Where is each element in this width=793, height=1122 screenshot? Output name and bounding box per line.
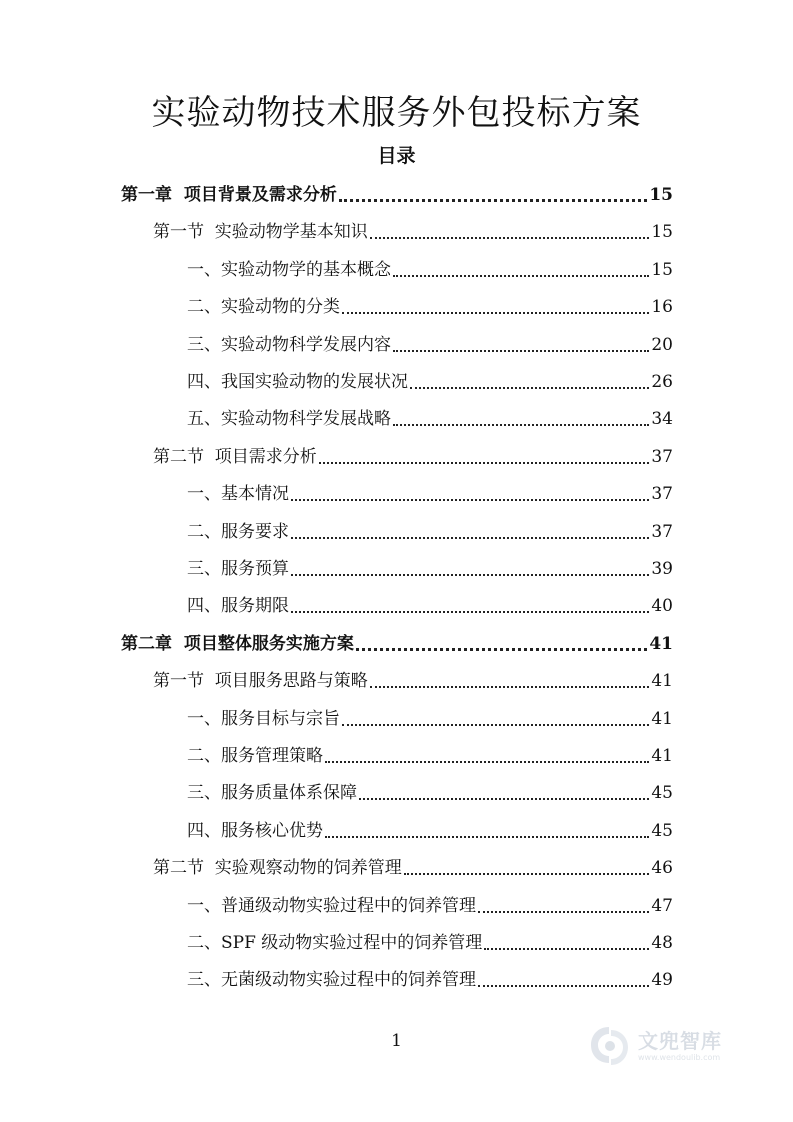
toc-entry-page: 46 (651, 858, 673, 879)
toc-entry-page: 37 (651, 484, 673, 505)
toc-leader-dots (404, 869, 650, 875)
toc-leader-dots (356, 644, 647, 651)
toc-leader-dots (393, 420, 649, 426)
toc-entry-label: 第一节 项目服务思路与策略 (153, 671, 368, 692)
toc-entry[interactable] (187, 517, 673, 545)
toc-leader-dots (478, 981, 649, 987)
toc-entry-label: 二、SPF 级动物实验过程中的饲养管理 (187, 933, 483, 953)
toc-entry-page: 48 (651, 933, 673, 953)
wendou-logo-icon (586, 1023, 632, 1069)
toc-entry[interactable] (187, 404, 673, 432)
toc-entry-page: 45 (651, 783, 673, 804)
toc-entry-label: 四、服务核心优势 (187, 820, 323, 841)
toc-entry[interactable] (121, 180, 673, 208)
toc-entry[interactable] (187, 591, 673, 619)
toc-entry-page: 45 (651, 820, 673, 841)
toc-leader-dots (370, 682, 650, 688)
toc-entry[interactable] (153, 442, 673, 470)
toc-entry[interactable] (121, 629, 673, 657)
toc-leader-dots (291, 533, 649, 539)
toc-entry-label: 第二节 项目需求分析 (153, 446, 317, 467)
toc-entry-label: 第二节 实验观察动物的饲养管理 (153, 858, 402, 879)
toc-entry-label: 四、服务期限 (187, 596, 289, 617)
toc-entry[interactable] (187, 554, 673, 582)
toc-leader-dots (291, 607, 649, 613)
page-number: 1 (391, 1031, 402, 1051)
toc-entry-page: 49 (651, 970, 673, 991)
toc-entry-label: 三、服务质量体系保障 (187, 783, 357, 804)
toc-entry-page: 37 (651, 446, 673, 467)
toc-leader-dots (484, 944, 649, 950)
toc-entry-label: 二、服务管理策略 (187, 746, 323, 766)
toc-leader-dots (410, 383, 649, 389)
toc-leader-dots (342, 308, 649, 314)
toc-leader-dots (325, 832, 649, 838)
toc-leader-dots (393, 271, 649, 277)
toc-entry[interactable] (187, 479, 673, 507)
toc-entry-label: 第二章 项目整体服务实施方案 (121, 633, 354, 654)
toc-entry-label: 三、服务预算 (187, 559, 289, 579)
watermark (586, 1018, 756, 1074)
toc-leader-dots (319, 458, 650, 464)
toc-leader-dots (325, 757, 649, 763)
toc-entry-label: 三、实验动物科学发展内容 (187, 334, 391, 355)
toc-entry[interactable] (187, 891, 673, 919)
toc-entry-page: 15 (649, 185, 673, 205)
toc-entry[interactable] (153, 217, 673, 245)
toc-entry-label: 四、我国实验动物的发展状况 (187, 372, 408, 392)
toc-leader-dots (291, 570, 649, 576)
toc-entry-page: 37 (651, 521, 673, 542)
toc-entry[interactable] (187, 928, 673, 956)
watermark-name: 文兜智库 (638, 1029, 722, 1053)
toc-entry[interactable] (153, 666, 673, 694)
toc-entry-page: 40 (651, 596, 673, 617)
toc-entry-page: 39 (651, 559, 673, 579)
toc-entry-label: 第一节 实验动物学基本知识 (153, 222, 368, 243)
toc-leader-dots (342, 720, 649, 726)
toc-entry-label: 第一章 项目背景及需求分析 (121, 185, 337, 205)
toc-entry[interactable] (187, 367, 673, 395)
toc-leader-dots (359, 794, 649, 800)
toc-entry-label: 一、基本情况 (187, 484, 289, 505)
toc-entry-page: 34 (651, 409, 673, 430)
toc-entry[interactable] (187, 965, 673, 993)
toc-entry-page: 15 (651, 222, 673, 243)
toc-entry[interactable] (187, 255, 673, 283)
toc-entry-page: 41 (651, 671, 673, 692)
toc-entry-page: 47 (651, 895, 673, 916)
toc-entry-label: 三、无菌级动物实验过程中的饲养管理 (187, 970, 476, 991)
toc-entry-page: 41 (651, 746, 673, 766)
toc-entry-label: 一、普通级动物实验过程中的饲养管理 (187, 895, 476, 916)
toc-entry-page: 20 (651, 334, 673, 355)
toc-entry-label: 一、实验动物学的基本概念 (187, 259, 391, 280)
toc-entry[interactable] (153, 853, 673, 881)
toc-entry[interactable] (187, 292, 673, 320)
toc-leader-dots (370, 233, 650, 239)
document-title: 实验动物技术服务外包投标方案 (151, 93, 642, 133)
toc-heading: 目录 (377, 145, 416, 167)
toc-entry-page: 41 (649, 633, 673, 654)
toc-entry-page: 16 (651, 297, 673, 318)
toc-entry[interactable] (187, 778, 673, 806)
watermark-url: www.wendoulib.com (638, 1053, 721, 1062)
toc-entry-label: 一、服务目标与宗旨 (187, 708, 340, 729)
toc-entry-label: 五、实验动物科学发展战略 (187, 409, 391, 430)
toc-entry-page: 15 (651, 259, 673, 280)
toc-entry[interactable] (187, 330, 673, 358)
toc-leader-dots (291, 495, 649, 501)
toc-entry[interactable] (187, 741, 673, 769)
toc-entry-page: 26 (651, 372, 673, 392)
toc-entry-label: 二、实验动物的分类 (187, 297, 340, 318)
toc-entry[interactable] (187, 704, 673, 732)
toc-leader-dots (339, 195, 647, 202)
toc-leader-dots (478, 907, 649, 913)
toc-entry-page: 41 (651, 708, 673, 729)
toc-entry-label: 二、服务要求 (187, 521, 289, 542)
toc-leader-dots (393, 346, 649, 352)
toc-entry[interactable] (187, 816, 673, 844)
